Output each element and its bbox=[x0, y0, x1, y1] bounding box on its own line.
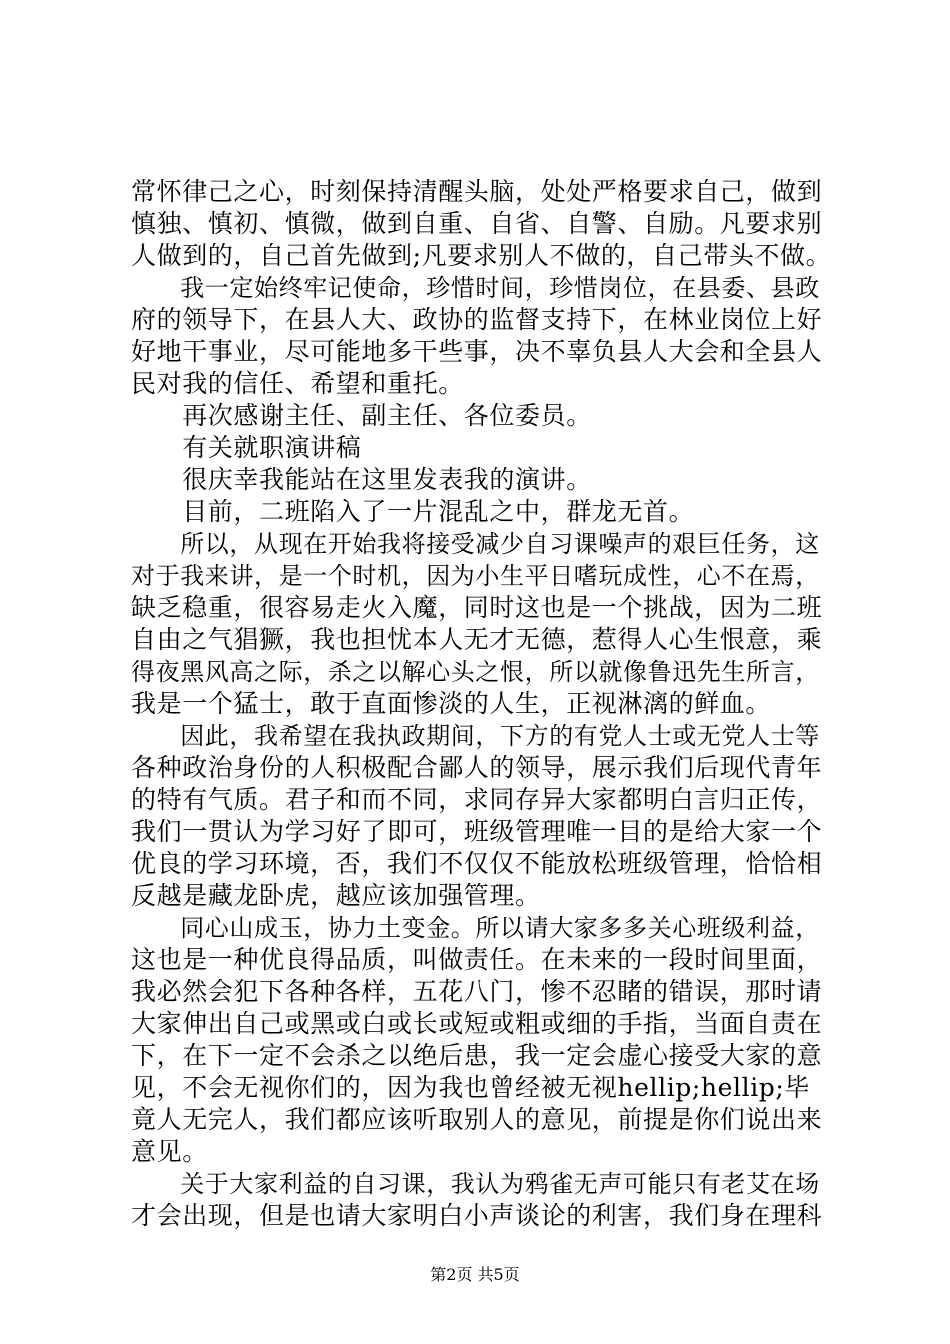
text-line: 我们一贯认为学习好了即可，班级管理唯一目的是给大家一个 bbox=[131, 817, 823, 846]
text-line: 才会出现，但是也请大家明白小声谈论的利害，我们身在理科 bbox=[131, 1201, 823, 1230]
text-line: 再次感谢主任、副主任、各位委员。 bbox=[131, 401, 592, 430]
text-line: 各种政治身份的人积极配合鄙人的领导，展示我们后现代青年 bbox=[131, 753, 823, 782]
text-line: 目前，二班陷入了一片混乱之中，群龙无首。 bbox=[131, 497, 695, 526]
text-line: 缺乏稳重，很容易走火入魔，同时这也是一个挑战，因为二班 bbox=[131, 593, 823, 622]
text-line: 府的领导下，在县人大、政协的监督支持下，在林业岗位上好 bbox=[131, 305, 823, 334]
text-line: 的特有气质。君子和而不同，求同存异大家都明白言归正传， bbox=[131, 785, 823, 814]
text-line: 优良的学习环境，否，我们不仅仅不能放松班级管理，恰恰相 bbox=[131, 849, 823, 878]
text-line: 慎独、慎初、慎微，做到自重、自省、自警、自励。凡要求别 bbox=[131, 209, 823, 238]
text-line: 好地干事业，尽可能地多干些事，决不辜负县人大会和全县人 bbox=[131, 337, 823, 366]
page-footer: 第2页 共5页 bbox=[430, 1265, 520, 1284]
text-line: 所以，从现在开始我将接受减少自习课噪声的艰巨任务，这 bbox=[131, 530, 820, 558]
text-line: 我一定始终牢记使命，珍惜时间，珍惜岗位，在县委、县政 bbox=[131, 274, 820, 302]
text-line: 人做到的，自己首先做到;凡要求别人不做的，自己带头不做。 bbox=[131, 241, 832, 270]
text-line: 意见。 bbox=[131, 1137, 208, 1166]
document-body bbox=[131, 176, 831, 1232]
text-line: 这也是一种优良得品质，叫做责任。在未来的一段时间里面， bbox=[131, 945, 823, 974]
text-line: 有关就职演讲稿 bbox=[131, 433, 362, 462]
text-line: 下，在下一定不会杀之以绝后患，我一定会虚心接受大家的意 bbox=[131, 1041, 823, 1070]
text-line: 得夜黑风高之际，杀之以解心头之恨，所以就像鲁迅先生所言， bbox=[131, 658, 820, 686]
text-line: 常怀律己之心，时刻保持清醒头脑，处处严格要求自己，做到 bbox=[131, 177, 823, 206]
text-line: 民对我的信任、希望和重托。 bbox=[131, 369, 464, 398]
text-line: 大家伸出自己或黑或白或长或短或粗或细的手指，当面自责在 bbox=[131, 1009, 823, 1038]
text-line: 自由之气猖獗，我也担忧本人无才无德，惹得人心生恨意，乘 bbox=[131, 625, 823, 654]
text-line: 见，不会无视你们的，因为我也曾经被无视hellip;hellip;毕 bbox=[131, 1073, 811, 1102]
text-line: 关于大家利益的自习课，我认为鸦雀无声可能只有老艾在场 bbox=[131, 1170, 820, 1198]
text-line: 竟人无完人，我们都应该听取别人的意见，前提是你们说出来 bbox=[131, 1105, 823, 1134]
text-line: 因此，我希望在我执政期间，下方的有党人士或无党人士等 bbox=[131, 722, 820, 750]
text-line: 我必然会犯下各种各样，五花八门，惨不忍睹的错误，那时请 bbox=[131, 977, 823, 1006]
text-line: 反越是藏龙卧虎，越应该加强管理。 bbox=[131, 881, 541, 910]
text-line: 对于我来讲，是一个时机，因为小生平日嗜玩成性，心不在焉， bbox=[131, 562, 820, 590]
text-line: 同心山成玉，协力土变金。所以请大家多多关心班级利益， bbox=[131, 914, 820, 942]
text-line: 很庆幸我能站在这里发表我的演讲。 bbox=[131, 465, 592, 494]
text-line: 我是一个猛士，敢于直面惨淡的人生，正视淋漓的鲜血。 bbox=[131, 689, 772, 718]
